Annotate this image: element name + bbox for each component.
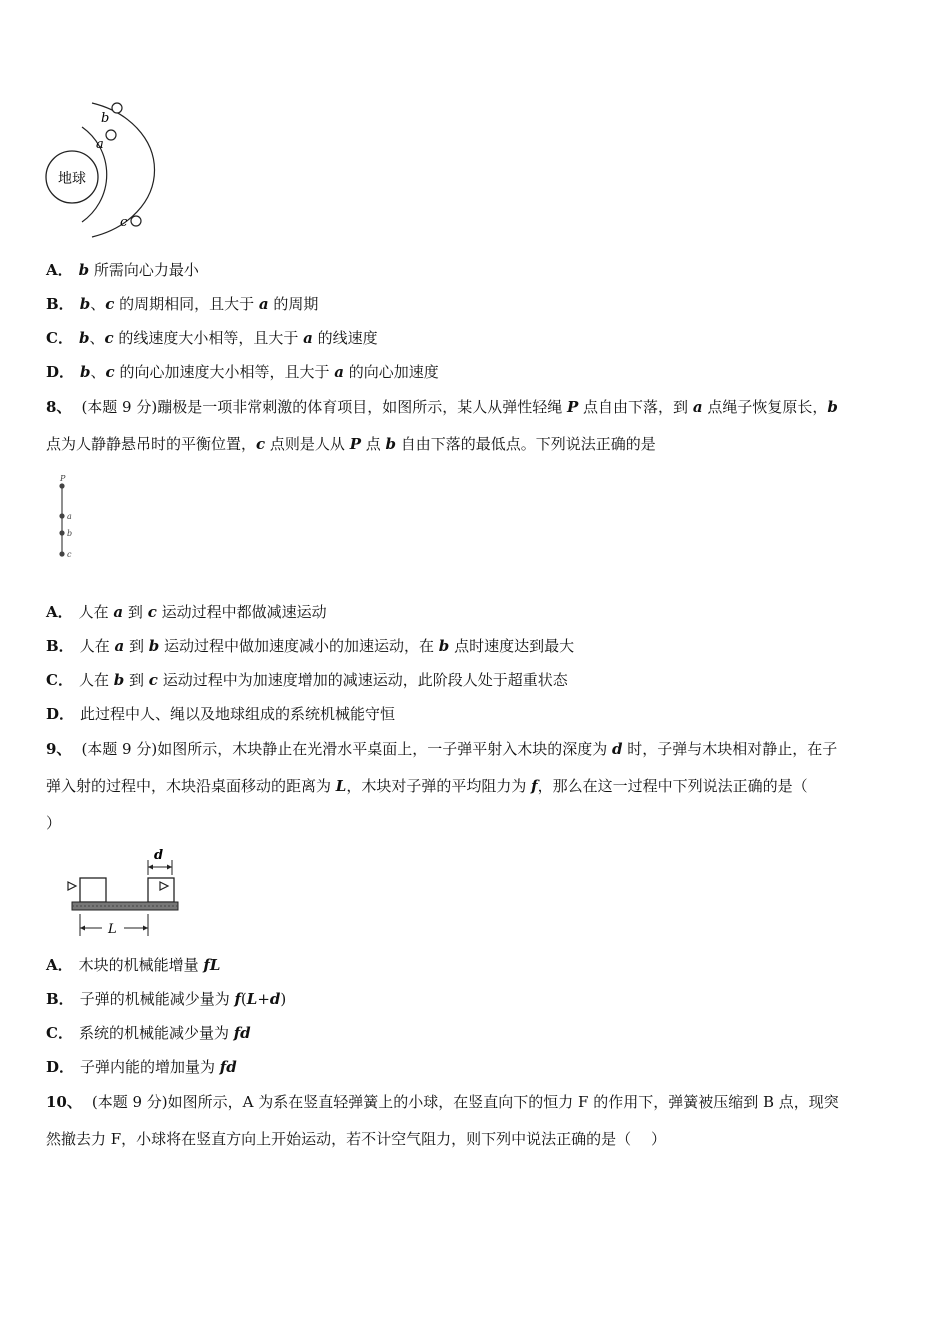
math-variable: c [147,603,157,621]
satellite-c [131,216,141,226]
q8-stem-line2 [46,434,656,454]
math-variable: L [335,777,347,795]
text-segment: 、 [90,295,106,313]
q9-option-a: A． 木块的机械能增量 fL [46,956,221,974]
text-segment: 自由下落的最低点。下列说法正确的是 [396,435,656,453]
text-segment: 所需向心力最小 [89,261,199,279]
text-segment: 运动过程中做加速度减小的加速运动，在 [159,637,439,655]
text-segment: 点则是人从 [265,435,350,453]
text-segment: 然撤去力 F，小球将在竖直方向上开始运动，若不计空气阻力，则下列中说法正确的是（ ） [46,1130,666,1148]
math-variable: b [827,398,838,416]
math-variable: b [78,329,90,347]
q8-stem-line1: 8、 (本题 9 分)蹦极是一项非常刺激的体育项目，如图所示，某人从弹性轻绳 P 点自由下落，到 a 点绳子恢复原长，b [46,398,838,416]
math-variable: d [269,990,281,1008]
math-variable: a [258,295,269,313]
text-segment: ( [240,990,247,1008]
text-segment: ） [46,814,62,832]
q9-option-c: C． 系统的机械能减少量为 fd [46,1024,251,1042]
point-b [59,530,64,535]
text-segment: 子弹的机械能减少量为 [79,990,235,1008]
text-segment: 、 [89,329,105,347]
math-variable: fL [203,956,221,974]
earth-label: 地球 [58,171,86,187]
math-variable: P [349,435,361,453]
satellite-a [106,130,116,140]
l-arrowhead-left [80,926,85,931]
text-segment: 人在 [79,637,115,655]
q8-option-a: A． 人在 a 到 c 运动过程中都做减速运动 [46,603,327,621]
text-segment: 的线速度大小相等，且大于 [113,329,304,347]
text-segment: ) [280,990,287,1008]
q9-stem-line1: 9、 (本题 9 分)如图所示，木块静止在光滑水平桌面上，一子弹平射入木块的深度为 d 时，子弹与木块相对静止，在子 [46,740,838,758]
satellite-b [112,103,122,113]
text-segment: ，木块对子弹的平均阻力为 [346,777,532,795]
d-arrowhead-right [167,865,172,870]
label-c: c [67,550,72,559]
math-variable: fd [233,1024,251,1042]
math-variable: b [385,435,397,453]
text-segment: 运动过程中为加速度增加的减速运动，此阶段人处于超重状态 [157,671,568,689]
math-variable: c [104,329,114,347]
math-variable: c [256,435,266,453]
q10-stem-line2 [46,1129,666,1149]
bullet-initial [68,882,76,890]
d-arrowhead-left [148,865,153,870]
text-segment: 的向心加速度大小相等，且大于 [114,363,335,381]
math-variable: L [246,990,258,1008]
math-variable: c [105,363,115,381]
q7-option-a: A． b 所需向心力最小 [46,261,199,279]
math-variable: a [692,398,703,416]
q7-option-c: C． b、c 的线速度大小相等，且大于 a 的线速度 [46,329,378,347]
text-segment: 的线速度 [312,329,378,347]
text-segment: 系统的机械能减少量为 [78,1024,234,1042]
text-segment: 到 [124,637,149,655]
q9-option-d: D． 子弹内能的增加量为 fd [46,1058,237,1076]
text-segment: (本题 9 分)如图所示，木块静止在光滑水平桌面上，一子弹平射入木块的深度为 [81,740,612,758]
text-segment: 运动过程中都做减速运动 [156,603,327,621]
q9-stem-line3 [46,813,61,833]
point-a [59,513,64,518]
math-variable: a [334,363,344,381]
q8-option-b: B． 人在 a 到 b 运动过程中做加速度减小的加速运动，在 b 点时速度达到最大 [46,637,575,655]
text-segment: ，那么在这一过程中下列说法正确的是（ [537,777,808,795]
text-segment: (本题 9 分)蹦极是一项非常刺激的体育项目，如图所示，某人从弹性轻绳 [81,398,567,416]
q7-option-b: B． b、c 的周期相同，且大于 a 的周期 [46,295,319,313]
text-segment: 、 [90,363,106,381]
text-segment: 点为人静静悬吊时的平衡位置， [46,435,257,453]
math-variable: b [79,295,91,313]
q7-option-d: D． b、c 的向心加速度大小相等，且大于 a 的向心加速度 [46,363,439,381]
l-arrowhead-right [143,926,148,931]
label-c: c [120,215,128,230]
label-d: d [154,848,164,863]
point-p [59,483,64,488]
math-variable: P [567,398,579,416]
math-variable: b [80,363,91,381]
text-segment: 到 [124,671,149,689]
q10-stem-line1: 10、 (本题 9 分)如图所示，A 为系在竖直轻弹簧上的小球，在竖直向下的恒力 F 的作用下，弹簧被压缩到 B 点，现突 [46,1093,839,1111]
q9-option-b: B． 子弹的机械能减少量为 f(L+d) [46,990,287,1008]
q8-option-d: D． 此过程中人、绳以及地球组成的系统机械能守恒 [46,705,396,723]
label-b: b [101,111,110,126]
text-segment: 人在 [78,671,114,689]
label-a: a [96,137,104,152]
math-variable: b [438,637,450,655]
label-p: P [60,474,66,483]
text-segment: 此过程中人、绳以及地球组成的系统机械能守恒 [80,705,396,723]
text-segment: 的周期 [268,295,319,313]
math-variable: a [114,637,125,655]
math-variable: c [148,671,158,689]
label-b: b [67,529,73,538]
text-segment: 的向心加速度 [343,363,439,381]
label-l: L [108,922,117,937]
text-segment: (本题 9 分)如图所示，A 为系在竖直轻弹簧上的小球，在竖直向下的恒力 F 的作用下，弹簧被压缩到 B 点，现突 [91,1093,839,1111]
bungee-figure [52,472,92,564]
math-variable: a [303,329,313,347]
point-c [59,551,64,556]
text-segment: 点时速度达到最大 [449,637,575,655]
text-segment: 点绳子恢复原长， [702,398,828,416]
text-segment: 子弹内能的增加量为 [80,1058,220,1076]
math-variable: f [234,990,241,1008]
q8-option-c: C． 人在 b 到 c 运动过程中为加速度增加的减速运动，此阶段人处于超重状态 [46,671,568,689]
math-variable: d [612,740,623,758]
text-segment: 时，子弹与木块相对静止，在子 [622,740,838,758]
text-segment: 人在 [78,603,114,621]
text-segment: + [257,990,270,1008]
math-variable: f [531,777,538,795]
math-variable: b [78,261,90,279]
math-variable: c [105,295,115,313]
q9-stem-line2 [46,776,808,796]
math-variable: b [113,671,125,689]
text-segment: 点自由下落，到 [578,398,693,416]
text-segment: 木块的机械能增量 [78,956,204,974]
text-segment: 的周期相同，且大于 [114,295,259,313]
text-segment: 弹入射的过程中，木块沿桌面移动的距离为 [46,777,336,795]
orbit-figure [40,95,170,245]
block-initial [80,878,106,902]
math-variable: b [148,637,160,655]
label-a: a [67,512,72,521]
math-variable: a [113,603,124,621]
text-segment: 到 [123,603,148,621]
math-variable: fd [219,1058,237,1076]
text-segment: 点 [360,435,386,453]
bullet-block-figure [62,842,187,940]
